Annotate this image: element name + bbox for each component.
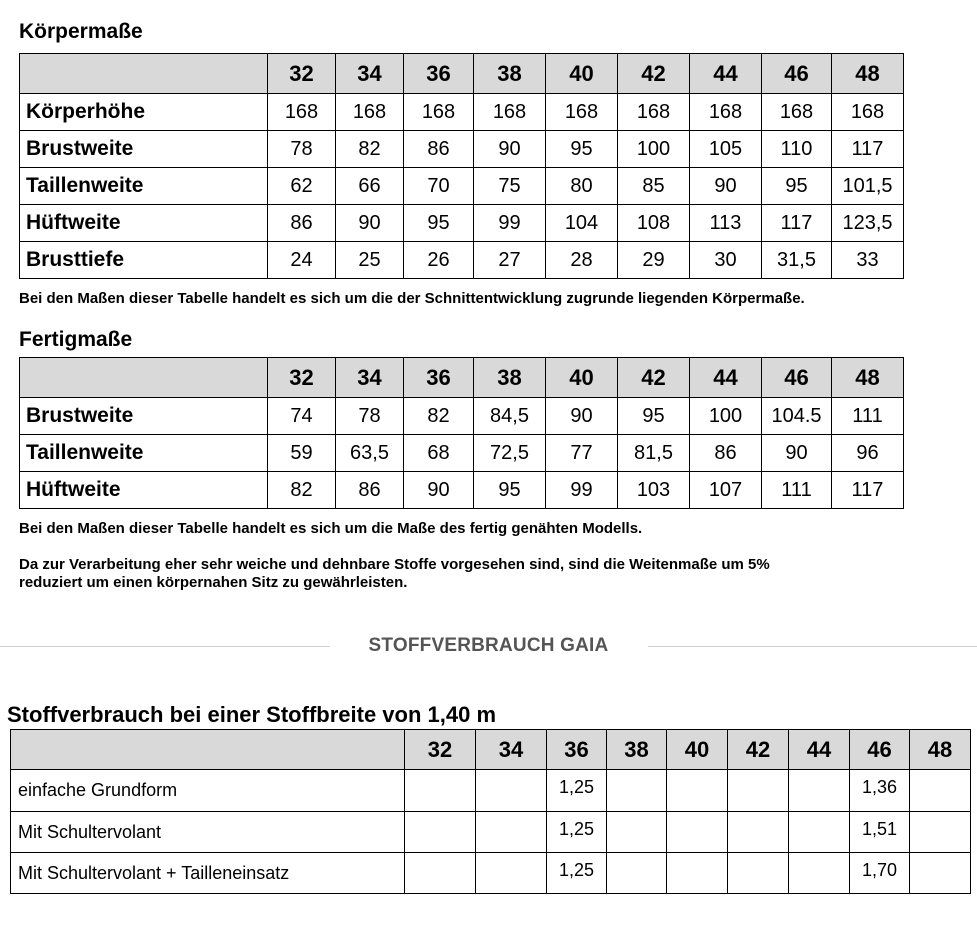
value-cell: 90: [762, 435, 832, 472]
header-corner-cell: [11, 730, 405, 770]
value-cell: 66: [336, 168, 404, 205]
fertigmasse-hint-line-2: reduziert um einen körpernahen Sitz zu gewährleisten.: [19, 574, 408, 591]
size-header-cell: 32: [405, 730, 476, 770]
value-cell: [728, 812, 789, 853]
value-cell: 90: [474, 131, 546, 168]
row-label: Körperhöhe: [20, 94, 268, 131]
table-row: [20, 168, 904, 205]
value-cell: 96: [832, 435, 904, 472]
table-row: [20, 205, 904, 242]
size-header-cell: 44: [690, 358, 762, 398]
fertigmasse-note: Bei den Maßen dieser Tabelle handelt es sich um die Maße des fertig genähten Modells.: [19, 520, 643, 537]
value-cell: 111: [762, 472, 832, 509]
header-corner-cell: [20, 54, 268, 94]
value-cell: [405, 770, 476, 812]
value-cell: 86: [690, 435, 762, 472]
value-cell: 99: [474, 205, 546, 242]
size-header-row: [20, 358, 904, 398]
value-cell: 103: [618, 472, 690, 509]
value-cell: 1,25: [547, 853, 607, 894]
row-label: Taillenweite: [20, 435, 268, 472]
value-cell: 117: [762, 205, 832, 242]
value-cell: 78: [336, 398, 404, 435]
row-label: Brustweite: [20, 398, 268, 435]
value-cell: 25: [336, 242, 404, 279]
value-cell: 95: [618, 398, 690, 435]
row-label: Hüftweite: [20, 472, 268, 509]
size-header-cell: 36: [547, 730, 607, 770]
size-header-cell: 48: [910, 730, 971, 770]
size-header-cell: 34: [476, 730, 547, 770]
koerpermasse-table: [19, 53, 904, 279]
value-cell: 82: [268, 472, 336, 509]
row-label: Hüftweite: [20, 205, 268, 242]
table-row: [20, 131, 904, 168]
size-header-cell: 46: [850, 730, 910, 770]
value-cell: 168: [546, 94, 618, 131]
size-header-cell: 38: [607, 730, 667, 770]
size-header-cell: 32: [268, 54, 336, 94]
value-cell: 168: [474, 94, 546, 131]
size-header-cell: 34: [336, 54, 404, 94]
value-cell: 1,25: [547, 812, 607, 853]
value-cell: 123,5: [832, 205, 904, 242]
value-cell: 105: [690, 131, 762, 168]
value-cell: 30: [690, 242, 762, 279]
table-row: [11, 770, 971, 812]
value-cell: 117: [832, 472, 904, 509]
value-cell: [476, 812, 547, 853]
value-cell: [728, 770, 789, 812]
value-cell: 74: [268, 398, 336, 435]
value-cell: 26: [404, 242, 474, 279]
value-cell: 90: [546, 398, 618, 435]
value-cell: 82: [336, 131, 404, 168]
fertigmasse-title: Fertigmaße: [19, 328, 133, 351]
value-cell: 27: [474, 242, 546, 279]
value-cell: [728, 853, 789, 894]
size-header-cell: 38: [474, 358, 546, 398]
value-cell: 95: [404, 205, 474, 242]
value-cell: 90: [690, 168, 762, 205]
value-cell: 90: [404, 472, 474, 509]
value-cell: 86: [404, 131, 474, 168]
size-header-cell: 42: [618, 54, 690, 94]
value-cell: [607, 770, 667, 812]
value-cell: 80: [546, 168, 618, 205]
value-cell: 110: [762, 131, 832, 168]
value-cell: 59: [268, 435, 336, 472]
value-cell: 86: [268, 205, 336, 242]
value-cell: 100: [690, 398, 762, 435]
table-row: [11, 812, 971, 853]
value-cell: 95: [762, 168, 832, 205]
value-cell: 104: [546, 205, 618, 242]
value-cell: [910, 853, 971, 894]
value-cell: [789, 770, 850, 812]
value-cell: 101,5: [832, 168, 904, 205]
value-cell: 113: [690, 205, 762, 242]
size-header-cell: 34: [336, 358, 404, 398]
value-cell: [667, 770, 728, 812]
value-cell: 82: [404, 398, 474, 435]
value-cell: 86: [336, 472, 404, 509]
row-label: Brustweite: [20, 131, 268, 168]
value-cell: 70: [404, 168, 474, 205]
size-header-cell: 40: [546, 358, 618, 398]
value-cell: 90: [336, 205, 404, 242]
value-cell: 81,5: [618, 435, 690, 472]
value-cell: 1,25: [547, 770, 607, 812]
value-cell: 99: [546, 472, 618, 509]
value-cell: [789, 812, 850, 853]
size-header-cell: 32: [268, 358, 336, 398]
value-cell: 62: [268, 168, 336, 205]
value-cell: 72,5: [474, 435, 546, 472]
value-cell: 108: [618, 205, 690, 242]
value-cell: 33: [832, 242, 904, 279]
value-cell: 77: [546, 435, 618, 472]
value-cell: 85: [618, 168, 690, 205]
value-cell: 95: [474, 472, 546, 509]
value-cell: [667, 812, 728, 853]
header-corner-cell: [20, 358, 268, 398]
value-cell: 1,70: [850, 853, 910, 894]
value-cell: [667, 853, 728, 894]
value-cell: 168: [618, 94, 690, 131]
size-header-cell: 36: [404, 54, 474, 94]
value-cell: 168: [762, 94, 832, 131]
value-cell: [476, 853, 547, 894]
size-header-cell: 46: [762, 358, 832, 398]
value-cell: 168: [404, 94, 474, 131]
value-cell: [405, 853, 476, 894]
row-label: Mit Schultervolant: [11, 812, 405, 853]
value-cell: [789, 853, 850, 894]
value-cell: 68: [404, 435, 474, 472]
fertigmasse-hint-line-1: Da zur Verarbeitung eher sehr weiche und dehnbare Stoffe vorgesehen sind, sind die Weitenmaße um 5%: [19, 556, 770, 573]
value-cell: 24: [268, 242, 336, 279]
table-row: [20, 472, 904, 509]
row-label: Brusttiefe: [20, 242, 268, 279]
table-row: [20, 398, 904, 435]
size-header-cell: 48: [832, 358, 904, 398]
stoffverbrauch-table: [10, 729, 971, 894]
value-cell: 111: [832, 398, 904, 435]
value-cell: 28: [546, 242, 618, 279]
size-header-cell: 48: [832, 54, 904, 94]
value-cell: 100: [618, 131, 690, 168]
koerpermasse-note: Bei den Maßen dieser Tabelle handelt es sich um die der Schnittentwicklung zugrunde liegenden Körpermaße.: [19, 290, 805, 307]
size-header-cell: 36: [404, 358, 474, 398]
size-header-row: [11, 730, 971, 770]
value-cell: 168: [336, 94, 404, 131]
size-header-cell: 44: [789, 730, 850, 770]
value-cell: [607, 853, 667, 894]
value-cell: 63,5: [336, 435, 404, 472]
size-header-cell: 44: [690, 54, 762, 94]
table-row: [20, 435, 904, 472]
value-cell: 168: [268, 94, 336, 131]
size-header-row: [20, 54, 904, 94]
value-cell: [476, 770, 547, 812]
value-cell: 29: [618, 242, 690, 279]
value-cell: 168: [832, 94, 904, 131]
size-header-cell: 42: [618, 358, 690, 398]
section-divider-right: [648, 646, 977, 647]
row-label: Mit Schultervolant + Tailleneinsatz: [11, 853, 405, 894]
size-header-cell: 40: [546, 54, 618, 94]
value-cell: 78: [268, 131, 336, 168]
value-cell: [910, 770, 971, 812]
value-cell: 84,5: [474, 398, 546, 435]
value-cell: 95: [546, 131, 618, 168]
value-cell: 75: [474, 168, 546, 205]
value-cell: [910, 812, 971, 853]
value-cell: 117: [832, 131, 904, 168]
value-cell: 104.5: [762, 398, 832, 435]
size-header-cell: 40: [667, 730, 728, 770]
table-row: [20, 94, 904, 131]
row-label: Taillenweite: [20, 168, 268, 205]
value-cell: 168: [690, 94, 762, 131]
fertigmasse-table: [19, 357, 904, 509]
stoffverbrauch-title: Stoffverbrauch bei einer Stoffbreite von 1,40 m: [7, 702, 497, 727]
table-row: [11, 853, 971, 894]
value-cell: 107: [690, 472, 762, 509]
value-cell: 31,5: [762, 242, 832, 279]
value-cell: 1,36: [850, 770, 910, 812]
value-cell: 1,51: [850, 812, 910, 853]
size-header-cell: 42: [728, 730, 789, 770]
size-header-cell: 46: [762, 54, 832, 94]
koerpermasse-title: Körpermaße: [19, 20, 143, 43]
section-title: STOFFVERBRAUCH GAIA: [368, 635, 609, 656]
value-cell: [607, 812, 667, 853]
value-cell: [405, 812, 476, 853]
row-label: einfache Grundform: [11, 770, 405, 812]
size-header-cell: 38: [474, 54, 546, 94]
table-row: [20, 242, 904, 279]
